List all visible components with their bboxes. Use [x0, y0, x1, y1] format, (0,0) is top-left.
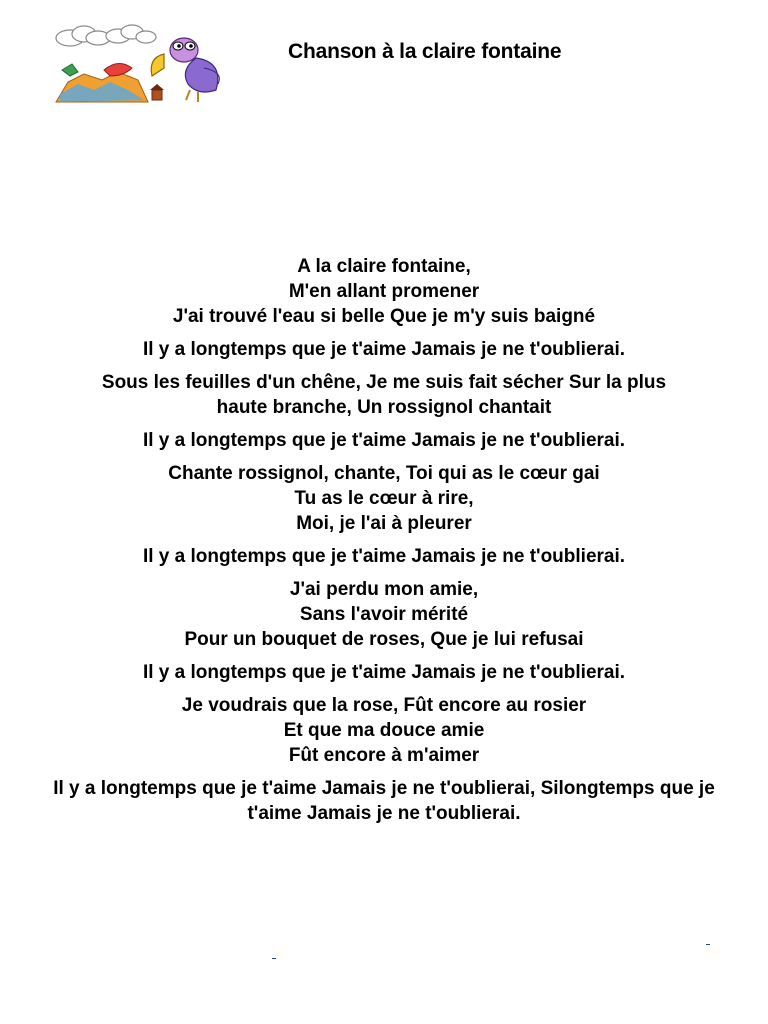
hyperlink-marker[interactable]	[706, 944, 710, 945]
lyric-line: Fût encore à m'aimer	[288, 745, 480, 766]
lyric-line: Sans l'avoir mérité	[299, 604, 469, 625]
refrain	[40, 428, 728, 453]
refrain	[40, 544, 728, 569]
lyric-line: Tu as le cœur à rire,	[294, 488, 474, 509]
hyperlink-marker[interactable]	[272, 958, 276, 959]
lyric-line: M'en allant promener	[288, 281, 480, 302]
lyric-line: longtemps que je t'aime Jamais je ne t'oublierai.	[247, 778, 715, 824]
lyric-line: Moi, je l'ai à pleurer	[296, 513, 472, 534]
lyric-line: Chante rossignol, chante, Toi qui as le cœur gai	[168, 463, 600, 484]
lyric-line: J'ai trouvé l'eau si belle Que je m'y suis baigné	[172, 306, 596, 327]
cloud-icon	[56, 25, 156, 46]
lyric-line: Et que ma douce amie	[283, 720, 485, 741]
lyric-line: Pour un bouquet de roses, Que je lui refusai	[184, 629, 584, 650]
stanza	[40, 461, 728, 536]
stanza	[40, 254, 728, 329]
lyric-line: Sous les feuilles d'un chêne, Je me suis fait sécher Sur la plus	[101, 372, 667, 393]
lyric-line: Il y a longtemps que je t'aime Jamais je ne t'oublierai, Si	[53, 778, 559, 799]
stanza	[40, 693, 728, 768]
lyric-line: A la claire fontaine,	[297, 256, 471, 277]
lyric-line: haute branche, Un rossignol chantait	[216, 397, 552, 418]
landscape-icon	[56, 63, 164, 102]
refrain	[40, 660, 728, 685]
lyric-line: Il y a longtemps que je t'aime Jamais je ne t'oublierai.	[142, 339, 626, 360]
lyric-line: Il y a longtemps que je t'aime Jamais je ne t'oublierai.	[142, 546, 626, 567]
lyric-line: Je voudrais que la rose, Fût encore au rosier	[181, 695, 587, 716]
refrain	[40, 337, 728, 362]
bird-clipart-icon	[48, 24, 238, 104]
stanza	[40, 370, 728, 420]
page-title: Chanson à la claire fontaine	[288, 40, 562, 63]
lyric-line: Il y a longtemps que je t'aime Jamais je ne t'oublierai.	[142, 662, 626, 683]
song-lyrics	[40, 254, 728, 834]
lyric-line: J'ai perdu mon amie,	[289, 579, 479, 600]
lyric-line: Il y a longtemps que je t'aime Jamais je ne t'oublierai.	[142, 430, 626, 451]
stanza	[40, 577, 728, 652]
refrain	[40, 776, 728, 826]
